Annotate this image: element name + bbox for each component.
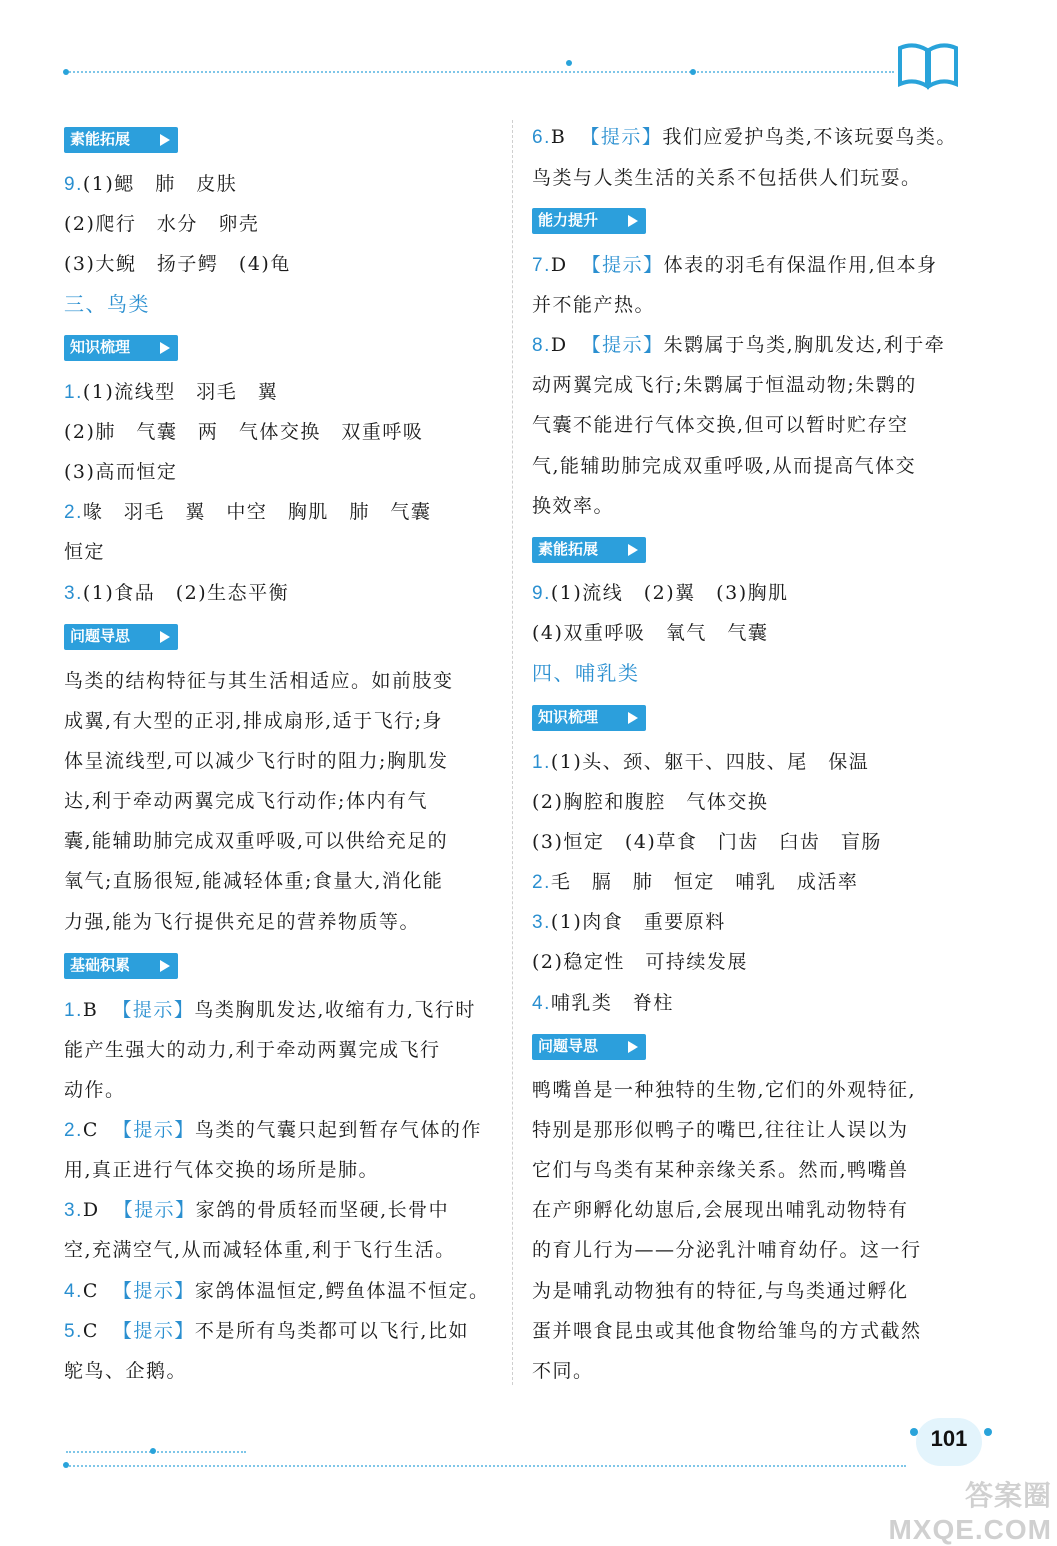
text-line — [532, 1070, 916, 1110]
answer-line — [64, 1190, 449, 1230]
line-text: 的育儿行为——分泌乳汁哺育幼仔。这一行 — [532, 1239, 922, 1261]
hint-label: 【提示】 — [580, 126, 663, 148]
line-text: (3)大鲵 扬子鳄 (4)龟 — [64, 253, 291, 275]
answer-letter: D — [550, 334, 568, 356]
line-text: (1)食品 (2)生态平衡 — [82, 582, 290, 604]
answer-letter: B — [550, 126, 567, 148]
section-tag-label: 素能拓展 — [538, 541, 599, 558]
text-line — [532, 1351, 594, 1391]
section-tag-label: 问题导思 — [538, 1038, 599, 1055]
question-number: 1. — [532, 752, 551, 773]
answer-letter: C — [82, 1320, 99, 1342]
answer-line — [532, 325, 945, 365]
text-line — [64, 244, 291, 284]
question-number: 7. — [532, 255, 551, 276]
answer-line — [64, 1271, 489, 1311]
line-text: 鸟类的结构特征与其生活相适应。如前肢变 — [64, 670, 454, 692]
text-line — [532, 158, 922, 198]
play-triangle-icon — [628, 544, 638, 556]
answer-letter: D — [550, 254, 568, 276]
text-line — [532, 1150, 909, 1190]
watermark: 答案圈 MXQE.COM — [888, 1480, 1052, 1545]
answer-text: 家鸽体温恒定,鳄鱼体温不恒定。 — [194, 1280, 490, 1302]
text-line — [64, 661, 454, 701]
header-rule-dot — [566, 60, 572, 66]
text-line — [64, 902, 420, 942]
hint-label: 【提示】 — [112, 1280, 195, 1302]
section-tag-label: 能力提升 — [538, 212, 599, 229]
line-text: 气囊不能进行气体交换,但可以暂时贮存空 — [532, 414, 909, 436]
line-text: 它们与鸟类有某种亲缘关系。然而,鸭嘴兽 — [532, 1159, 909, 1181]
line-text: 不同。 — [532, 1360, 594, 1382]
answer-text: 鸟类胸肌发达,收缩有力,飞行时 — [194, 999, 476, 1021]
question-number: 2. — [64, 1120, 83, 1141]
section-tag-label: 知识梳理 — [70, 339, 131, 356]
play-triangle-icon — [160, 342, 170, 354]
line-text: 达,利于牵动两翼完成飞行动作;体内有气 — [64, 790, 428, 812]
text-line — [532, 862, 858, 902]
question-number: 3. — [64, 583, 83, 604]
line-text: 为是哺乳动物独有的特征,与鸟类通过孵化 — [532, 1280, 909, 1302]
hint-label: 【提示】 — [112, 1320, 195, 1342]
text-line — [532, 782, 768, 822]
section-tag — [64, 624, 178, 650]
text-line — [64, 204, 259, 244]
question-number: 1. — [64, 1000, 83, 1021]
line-text: 体呈流线型,可以减少飞行时的阻力;胸肌发 — [64, 750, 449, 772]
answer-text: 体表的羽毛有保温作用,但本身 — [663, 254, 938, 276]
section-tag-label: 问题导思 — [70, 628, 131, 645]
section-tag — [532, 208, 646, 234]
header-rule-dot — [690, 69, 696, 75]
line-text: 鸵鸟、企鹅。 — [64, 1360, 188, 1382]
line-text: 哺乳类 脊柱 — [550, 992, 674, 1014]
text-line — [64, 164, 237, 204]
line-text: (1)头、颈、躯干、四肢、尾 保温 — [550, 751, 870, 773]
page-number: 101 — [930, 1426, 968, 1451]
page-badge-dot — [984, 1428, 992, 1436]
question-number: 3. — [64, 1200, 83, 1221]
footer-rule-dot — [150, 1448, 156, 1454]
text-line — [64, 1230, 456, 1270]
section-tag — [532, 537, 646, 563]
text-line — [532, 365, 917, 405]
line-text: (1)流线 (2)翼 (3)胸肌 — [550, 582, 789, 604]
section-tag — [64, 335, 178, 361]
text-line — [64, 861, 443, 901]
column-divider — [512, 120, 513, 1385]
section-heading — [64, 285, 150, 325]
text-line — [532, 1110, 909, 1150]
text-line — [532, 405, 909, 445]
text-line — [64, 412, 423, 452]
answer-line — [532, 245, 938, 285]
line-text: 动作。 — [64, 1079, 126, 1101]
header-dotted-rule — [66, 71, 894, 73]
hint-label: 【提示】 — [581, 254, 664, 276]
line-text: 鸟类与人类生活的关系不包括供人们玩耍。 — [532, 167, 922, 189]
line-text: 恒定 — [64, 541, 106, 563]
section-tag-label: 知识梳理 — [538, 709, 599, 726]
text-line — [64, 1070, 126, 1110]
line-text: (2)稳定性 可持续发展 — [532, 951, 748, 973]
section-tag — [64, 127, 178, 153]
answer-letter: D — [82, 1199, 100, 1221]
line-text: 氧气;直肠很短,能减轻体重;食量大,消化能 — [64, 870, 444, 892]
text-line — [64, 372, 278, 412]
text-line — [64, 821, 448, 861]
line-text: (2)胸腔和腹腔 气体交换 — [532, 791, 769, 813]
line-text: 毛 膈 肺 恒定 哺乳 成活率 — [550, 871, 859, 893]
line-text: (4)双重呼吸 氧气 气囊 — [532, 622, 769, 644]
line-text: 空,充满空气,从而减轻体重,利于飞行生活。 — [64, 1239, 456, 1261]
text-line — [64, 452, 177, 492]
line-text: (2)肺 气囊 两 气体交换 双重呼吸 — [64, 421, 424, 443]
answer-text: 不是所有鸟类都可以飞行,比如 — [194, 1320, 469, 1342]
answer-text: 我们应爱护鸟类,不该玩耍鸟类。 — [662, 126, 957, 148]
section-tag — [532, 705, 646, 731]
text-line — [64, 532, 105, 572]
line-text: 鸭嘴兽是一种独特的生物,它们的外观特征, — [532, 1079, 917, 1101]
text-line — [532, 902, 726, 942]
answer-line — [64, 1311, 469, 1351]
answer-letter: C — [82, 1119, 99, 1141]
text-line — [532, 1271, 909, 1311]
text-line — [64, 741, 448, 781]
hint-label: 【提示】 — [113, 1199, 196, 1221]
question-number: 9. — [532, 583, 551, 604]
question-number: 1. — [64, 382, 83, 403]
text-line — [64, 1030, 441, 1070]
question-number: 3. — [532, 912, 551, 933]
text-line — [64, 701, 443, 741]
play-triangle-icon — [160, 134, 170, 146]
answer-text: 鸟类的气囊只起到暂存气体的作 — [194, 1119, 482, 1141]
section-heading — [532, 654, 640, 694]
hint-label: 【提示】 — [581, 334, 664, 356]
play-triangle-icon — [160, 631, 170, 643]
answer-line — [64, 1110, 482, 1150]
text-line — [64, 1150, 379, 1190]
answer-line — [64, 990, 476, 1030]
question-number: 6. — [532, 127, 551, 148]
line-text: 特别是那形似鸭子的嘴巴,往往让人误以为 — [532, 1119, 909, 1141]
line-text: (1)流线型 羽毛 翼 — [82, 381, 279, 403]
line-text: (1)鳃 肺 皮肤 — [82, 173, 238, 195]
footer-rule-dot — [63, 1462, 69, 1468]
answer-line — [532, 117, 957, 157]
play-triangle-icon — [628, 1041, 638, 1053]
text-line — [532, 822, 882, 862]
question-number: 4. — [532, 993, 551, 1014]
line-text: 蛋并喂食昆虫或其他食物给雏鸟的方式截然 — [532, 1320, 922, 1342]
footer-dotted-rule-short — [66, 1451, 246, 1453]
section-heading-text: 三、鸟类 — [64, 294, 150, 316]
answer-letter: B — [82, 999, 99, 1021]
text-line — [532, 446, 916, 486]
answer-text: 家鸽的骨质轻而坚硬,长骨中 — [195, 1199, 450, 1221]
text-line — [64, 573, 289, 613]
line-text: 并不能产热。 — [532, 294, 656, 316]
text-line — [532, 742, 869, 782]
section-heading-text: 四、哺乳类 — [532, 663, 640, 685]
answer-letter: C — [82, 1280, 99, 1302]
section-tag-label: 基础积累 — [70, 957, 131, 974]
text-line — [532, 1311, 922, 1351]
line-text: 气,能辅助肺完成双重呼吸,从而提高气体交 — [532, 455, 917, 477]
question-number: 8. — [532, 335, 551, 356]
play-triangle-icon — [160, 960, 170, 972]
text-line — [64, 492, 431, 532]
text-line — [64, 1351, 187, 1391]
section-tag-label: 素能拓展 — [70, 131, 131, 148]
section-tag — [64, 953, 178, 979]
line-text: 力强,能为飞行提供充足的营养物质等。 — [64, 911, 421, 933]
section-tag — [532, 1034, 646, 1060]
text-line — [532, 1190, 909, 1230]
answer-text: 朱鹮属于鸟类,胸肌发达,利于牵 — [663, 334, 946, 356]
hint-label: 【提示】 — [112, 999, 195, 1021]
play-triangle-icon — [628, 215, 638, 227]
play-triangle-icon — [628, 712, 638, 724]
text-line — [532, 486, 614, 526]
text-line — [532, 1230, 922, 1270]
question-number: 5. — [64, 1321, 83, 1342]
line-text: 动两翼完成飞行;朱鹮属于恒温动物;朱鹮的 — [532, 374, 917, 396]
text-line — [532, 983, 674, 1023]
hint-label: 【提示】 — [112, 1119, 195, 1141]
page-badge-dot — [910, 1428, 918, 1436]
header-rule-dot — [63, 69, 69, 75]
question-number: 4. — [64, 1281, 83, 1302]
footer-dotted-rule — [66, 1465, 906, 1467]
line-text: (3)恒定 (4)草食 门齿 臼齿 盲肠 — [532, 831, 882, 853]
question-number: 2. — [532, 872, 551, 893]
line-text: 换效率。 — [532, 495, 615, 517]
text-line — [532, 285, 655, 325]
line-text: 喙 羽毛 翼 中空 胸肌 肺 气囊 — [82, 501, 432, 523]
line-text: 用,真正进行气体交换的场所是肺。 — [64, 1159, 380, 1181]
line-text: 在产卵孵化幼崽后,会展现出哺乳动物特有 — [532, 1199, 909, 1221]
line-text: (2)爬行 水分 卵壳 — [64, 213, 260, 235]
text-line — [532, 942, 748, 982]
question-number: 9. — [64, 174, 83, 195]
line-text: 成翼,有大型的正羽,排成扇形,适于飞行;身 — [64, 710, 444, 732]
line-text: 能产生强大的动力,利于牵动两翼完成飞行 — [64, 1039, 441, 1061]
text-line — [64, 781, 428, 821]
text-line — [532, 613, 768, 653]
line-text: (1)肉食 重要原料 — [550, 911, 726, 933]
question-number: 2. — [64, 502, 83, 523]
text-line — [532, 573, 789, 613]
open-book-icon — [896, 40, 960, 90]
page-number-badge — [916, 1418, 982, 1466]
line-text: (3)高而恒定 — [64, 461, 178, 483]
line-text: 囊,能辅助肺完成双重呼吸,可以供给充足的 — [64, 830, 449, 852]
